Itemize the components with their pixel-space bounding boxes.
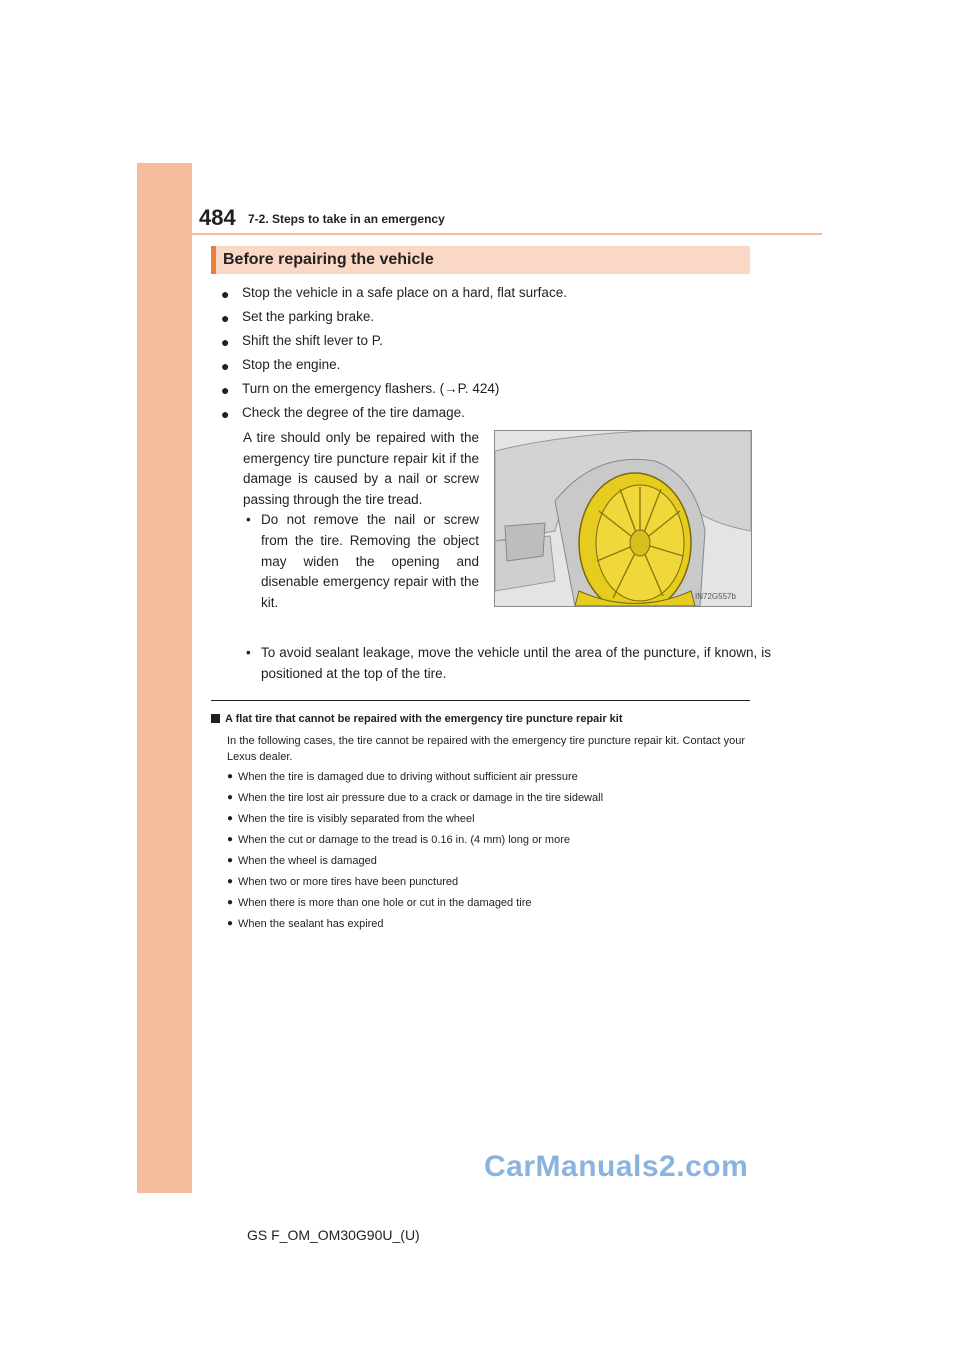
note-heading: A flat tire that cannot be repaired with the emergency tire puncture repair kit: [211, 713, 623, 725]
box-title-accent: [211, 246, 216, 274]
page-number: 484: [199, 205, 236, 230]
bullet-dot-icon: ●: [221, 406, 230, 422]
bullet-dot-icon: ●: [227, 855, 234, 866]
step-item: ● Shift the shift lever to P.: [221, 333, 383, 350]
bullet-dot-icon: ●: [221, 310, 230, 326]
sub-item: • To avoid sealant leakage, move the vehicle until the area of the puncture, if known, is positioned at the top of the tire.: [246, 645, 771, 681]
sub-bullet-icon: •: [246, 512, 251, 528]
note-item: ● When the tire is damaged due to driving without sufficient air pressure: [227, 771, 578, 783]
bullet-dot-icon: ●: [227, 918, 234, 929]
illustration-code: IN72G557b: [695, 592, 736, 601]
note-item: ● When the tire lost air pressure due to a crack or damage in the tire sidewall: [227, 792, 604, 804]
note-item: ● When two or more tires have been punctured: [227, 876, 459, 888]
car-wheel-drawing: [495, 431, 751, 606]
note-item: ● When the wheel is damaged: [227, 855, 377, 867]
section-title: 7-2. Steps to take in an emergency: [248, 212, 445, 226]
watermark: CarManuals2.com: [484, 1150, 749, 1183]
header-rule: [192, 233, 822, 235]
note-item: ● When there is more than one hole or cut in the damaged tire: [227, 897, 532, 909]
bullet-dot-icon: ●: [227, 813, 234, 824]
note-item: ● When the sealant has expired: [227, 918, 384, 930]
bullet-dot-icon: ●: [221, 334, 230, 350]
bullet-dot-icon: ●: [221, 286, 230, 302]
tire-illustration: [494, 430, 752, 607]
bullet-dot-icon: ●: [221, 382, 230, 398]
steps-list: [221, 284, 567, 428]
bullet-dot-icon: ●: [227, 792, 234, 803]
tire-damage-description: [243, 428, 479, 613]
bullet-dot-icon: ●: [227, 897, 234, 908]
sub-item: • Do not remove the nail or screw from the tire. Removing the object may widen the opening and disenable emergency repair with the kit.: [246, 512, 479, 610]
bullet-dot-icon: ●: [227, 771, 234, 782]
box-title-bar: [211, 246, 750, 274]
note-item: ● When the cut or damage to the tread is 0.16 in. (4 mm) long or more: [227, 834, 570, 846]
description-text: A tire should only be repaired with the emergency tire puncture repair kit if the damage is caused by a nail or screw passing through the tire tread.: [243, 430, 479, 507]
box-title: Before repairing the vehicle: [223, 251, 434, 268]
note-item: ● When the tire is visibly separated from the wheel: [227, 813, 475, 825]
bullet-dot-icon: ●: [227, 876, 234, 887]
step-item: ● Turn on the emergency flashers. (→P. 424): [221, 381, 500, 398]
footer-code: GS F_OM_OM30G90U_(U): [247, 1227, 420, 1243]
section-divider: [211, 700, 750, 701]
step-item: ● Check the degree of the tire damage.: [221, 405, 465, 422]
step-item: ● Stop the vehicle in a safe place on a hard, flat surface.: [221, 285, 567, 302]
note-body: In the following cases, the tire cannot be repaired with the emergency tire puncture repair kit. Contact your Lexus dealer.: [227, 735, 745, 763]
sub-bullet-icon: •: [246, 645, 251, 660]
square-bullet-icon: [211, 714, 220, 723]
side-tab: [137, 163, 192, 1193]
note-list: [227, 770, 603, 938]
bullet-dot-icon: ●: [221, 358, 230, 374]
bullet-dot-icon: ●: [227, 834, 234, 845]
step-item: ● Set the parking brake.: [221, 309, 375, 326]
step-item: ● Stop the engine.: [221, 357, 341, 374]
